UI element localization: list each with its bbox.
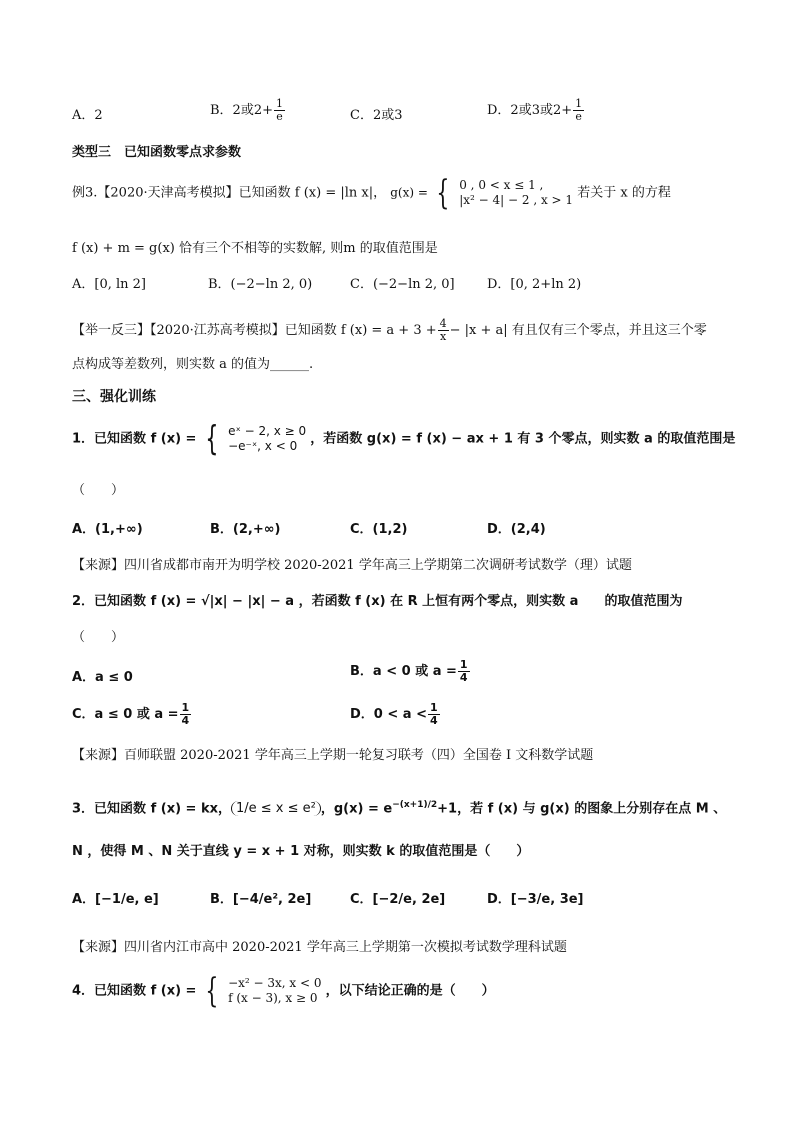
example-3-line2: f (x) + m = g(x) 恰有三个不相等的实数解, 则m 的取值范围是 xyxy=(72,241,438,256)
frac-den: x xyxy=(440,330,447,343)
jyfs-pre: 【举一反三】【2020·江苏高考模拟】已知函数 f (x) = a + 3 + xyxy=(72,323,437,338)
q3-option-b: B．[−4/e², 2e] xyxy=(210,892,312,907)
brace-icon: { xyxy=(436,173,450,213)
ex3-fx: f (x) = |ln x|， xyxy=(294,185,387,201)
q3-source: 【来源】四川省内江市高中 2020-2021 学年高三上学期第一次模拟考试数学理科试题 xyxy=(72,940,567,955)
frac-den: e xyxy=(575,110,582,123)
case-1: 0 , 0 < x ≤ 1 , xyxy=(459,178,544,192)
option-b-label: B．2或2+ xyxy=(210,103,273,118)
question-3 xyxy=(72,796,726,818)
q2-option-b xyxy=(350,659,471,684)
ex3-suffix: 若关于 x 的方程 xyxy=(577,185,671,201)
q4-post: ，以下结论正确的是（ ） xyxy=(325,983,495,999)
fraction xyxy=(180,702,192,727)
option-c: C．2或3 xyxy=(350,108,403,123)
q1-post: ，若函数 g(x) = f (x) − ax + 1 有 3 个零点，则实数 a 的取值范围是 xyxy=(310,431,736,447)
q1-option-d: D．(2,4) xyxy=(487,522,546,537)
option-a: A．2 xyxy=(72,108,103,123)
q2-paren: （ ） xyxy=(72,630,125,645)
frac-den: e xyxy=(276,110,283,123)
frac-num: 4 xyxy=(439,317,447,330)
ex3-option-a: A．[0, ln 2] xyxy=(72,277,147,292)
q2-option-d xyxy=(350,702,441,727)
option-b xyxy=(210,98,286,123)
ex3-option-d: D．[0, 2+ln 2) xyxy=(487,277,582,292)
q2-d-label: D．0 < a < xyxy=(350,707,427,722)
frac-num: 1 xyxy=(575,97,583,110)
fraction xyxy=(458,659,470,684)
frac-num: 1 xyxy=(459,658,468,671)
case-2: −e⁻ˣ, x < 0 xyxy=(228,439,298,453)
jyfs-post: − |x + a| 有且仅有三个零点，并且这三个零 xyxy=(449,323,707,338)
q3-option-a: A．[−1/e, e] xyxy=(72,892,159,907)
q2-option-a: A．a ≤ 0 xyxy=(72,670,133,685)
case-2: |x² − 4| − 2 , x > 1 xyxy=(459,193,574,207)
q3-post: +1，若 f (x) 与 g(x) 的图象上分别存在点 M 、 xyxy=(437,801,727,817)
q1-pre: 1．已知函数 f (x) = xyxy=(72,431,197,447)
cases xyxy=(459,178,573,208)
q3-option-d: D．[−3/e, 3e] xyxy=(487,892,584,907)
option-d xyxy=(487,98,585,123)
ex3-prefix: 例3.【2020·天津高考模拟】已知函数 xyxy=(72,185,291,201)
gx-label: g(x) = xyxy=(390,185,428,200)
question-4 xyxy=(72,971,495,1011)
case-1: eˣ − 2, x ≥ 0 xyxy=(228,424,307,438)
case-2: f (x − 3), x ≥ 0 xyxy=(228,991,318,1005)
section-heading-type3: 类型三 已知函数零点求参数 xyxy=(72,145,242,160)
q3-range: 1/e ≤ x ≤ e² xyxy=(231,801,321,816)
section-heading-3: 三、强化训练 xyxy=(72,389,156,405)
follow-up-problem xyxy=(72,318,707,343)
option-d-label: D．2或3或2+ xyxy=(487,103,573,118)
frac-num: 1 xyxy=(276,97,283,110)
piecewise-f xyxy=(201,971,322,1011)
brace-icon: { xyxy=(204,971,218,1011)
frac-num: 1 xyxy=(429,701,438,714)
question-2: 2．已知函数 f (x) = √|x| − |x| − a ，若函数 f (x) 在 R 上恒有两个零点，则实数 a 的取值范围为 xyxy=(72,594,683,609)
q2-option-c xyxy=(72,702,192,727)
piecewise-g xyxy=(390,173,574,213)
fraction xyxy=(428,702,440,727)
fraction xyxy=(438,318,449,343)
frac-num: 1 xyxy=(181,701,190,714)
frac-den: 4 xyxy=(459,671,468,684)
q4-pre: 4．已知函数 f (x) = xyxy=(72,983,197,999)
piecewise-f xyxy=(201,419,307,459)
q2-c-label: C．a ≤ 0 或 a = xyxy=(72,707,179,722)
q3-exponent: −(x+1)/2 xyxy=(392,800,438,810)
frac-den: 4 xyxy=(181,714,190,727)
q1-paren: （ ） xyxy=(72,483,125,498)
question-1 xyxy=(72,419,736,459)
q3-pre: 3．已知函数 f (x) = kx， xyxy=(72,801,231,817)
ex3-option-c: C．(−2−ln 2, 0] xyxy=(350,277,455,292)
cases xyxy=(228,424,306,454)
q1-option-b: B．(2,+∞) xyxy=(210,522,281,537)
q1-option-c: C．(1,2) xyxy=(350,522,408,537)
q3-option-c: C．[−2/e, 2e] xyxy=(350,892,446,907)
fraction xyxy=(274,98,285,123)
q1-option-a: A．(1,+∞) xyxy=(72,522,143,537)
q2-source: 【来源】百师联盟 2020-2021 学年高三上学期一轮复习联考（四）全国卷 I 文科数学试题 xyxy=(72,748,594,763)
q1-source: 【来源】四川省成都市南开为明学校 2020-2021 学年高三上学期第二次调研考试数学（理）试题 xyxy=(72,558,632,573)
q3-mid: ，g(x) = e xyxy=(320,801,393,817)
example-3 xyxy=(72,173,671,213)
cases xyxy=(228,976,321,1006)
case-1: −x² − 3x, x < 0 xyxy=(228,976,322,990)
brace-icon: { xyxy=(204,419,218,459)
q2-b-label: B．a < 0 或 a = xyxy=(350,664,457,679)
ex3-option-b: B．(−2−ln 2, 0) xyxy=(208,277,313,292)
question-3-line2: N ，使得 M 、N 关于直线 y = x + 1 对称，则实数 k 的取值范围是（ ） xyxy=(72,844,530,859)
frac-den: 4 xyxy=(429,714,438,727)
follow-up-line2: 点构成等差数列，则实数 a 的值为______. xyxy=(72,357,314,372)
fraction xyxy=(573,98,584,123)
